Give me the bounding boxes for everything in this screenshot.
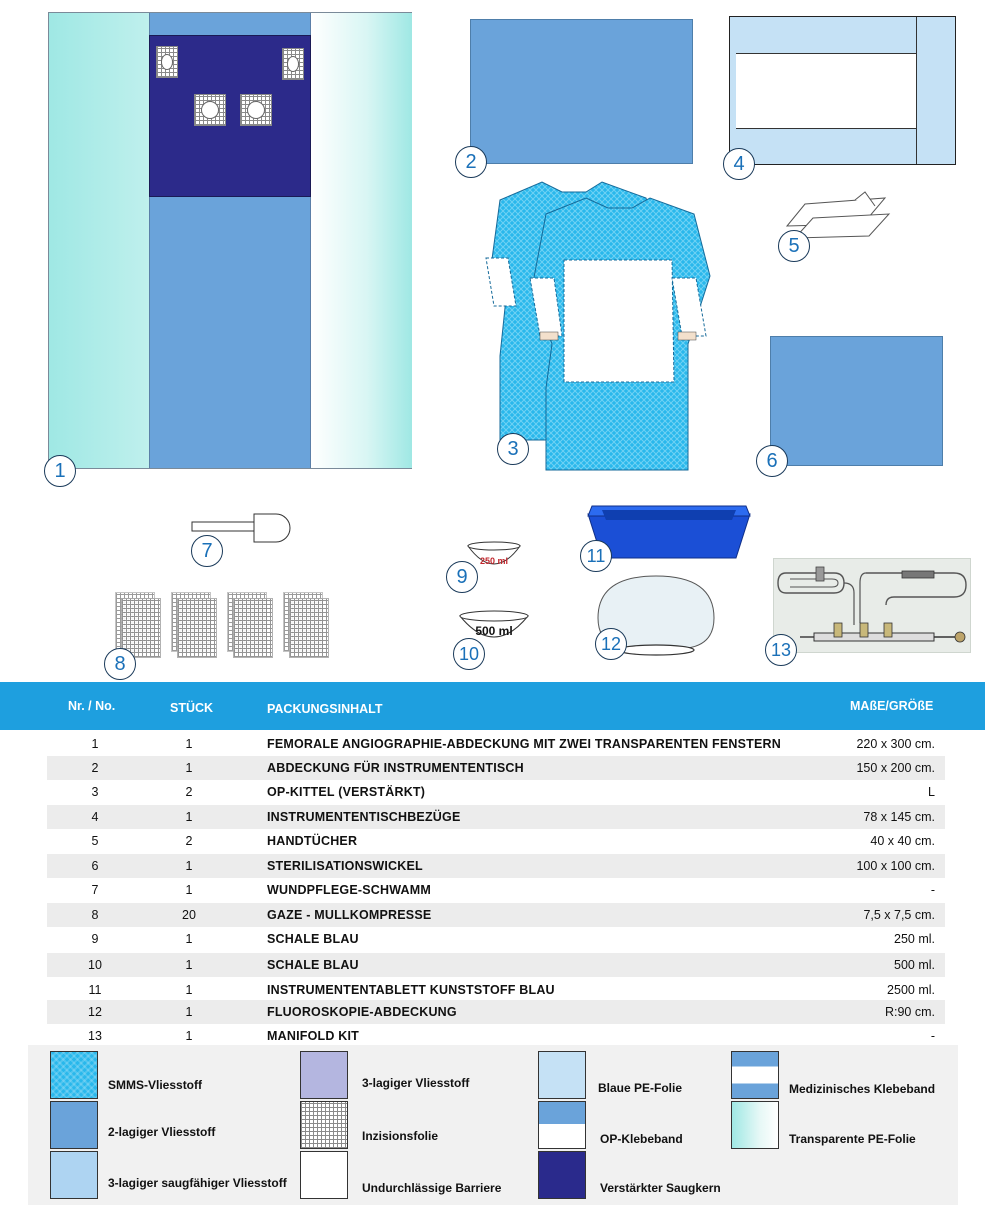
blue-pe-swatch (538, 1051, 586, 1099)
callout-1: 1 (44, 455, 76, 487)
callout-8: 8 (104, 648, 136, 680)
item-13-manifold-kit (773, 558, 971, 653)
callout-3: 3 (497, 433, 529, 465)
cover-divider (916, 17, 917, 164)
legend-label: Inzisionsfolie (362, 1129, 439, 1143)
manifold-drawing (774, 559, 972, 654)
legend-label: Transparente PE-Folie (789, 1132, 916, 1146)
item-6-sterilization-wrap (770, 336, 943, 466)
table-row: 10 1 SCHALE BLAU 500 ml. (47, 953, 945, 977)
barrier-swatch (300, 1151, 348, 1199)
bowl-500-label: 500 ml (475, 624, 513, 638)
item-1-angiography-drape (48, 12, 412, 469)
table-row: 13 1 MANIFOLD KIT - (88, 1029, 935, 1043)
table-row: 12 1 FLUOROSKOPIE-ABDECKUNG R:90 cm. (47, 1000, 945, 1024)
transparent-pe-swatch (731, 1101, 779, 1149)
legend-label: 2-lagiger Vliesstoff (108, 1125, 216, 1139)
cover-white-area (736, 53, 916, 129)
medical-tape-swatch (731, 1051, 779, 1099)
window-left-top (156, 46, 178, 78)
callout-9: 9 (446, 561, 478, 593)
item-4-instrument-table-cover (729, 16, 956, 165)
drape-reinforced-zone (149, 35, 311, 197)
callout-12: 12 (595, 628, 627, 660)
table-row: 1 1 FEMORALE ANGIOGRAPHIE-ABDECKUNG MIT ZWEI TRANSPARENTEN FENSTERN 220 x 300 cm. (91, 737, 935, 751)
table-row: 3 2 OP-KITTEL (VERSTÄRKT) L (91, 785, 935, 799)
legend-label: 3-lagiger Vliesstoff (362, 1076, 470, 1090)
legend-label: OP-Klebeband (600, 1132, 683, 1146)
table-row: 8 20 GAZE - MULLKOMPRESSE 7,5 x 7,5 cm. (47, 903, 945, 927)
window-right-top (282, 48, 304, 80)
material-legend (28, 1045, 958, 1205)
table-row: 2 1 ABDECKUNG FÜR INSTRUMENTENTISCH 150 x 200 cm. (47, 756, 945, 780)
absorbent-swatch (50, 1151, 98, 1199)
window-left-bottom (194, 94, 226, 126)
header-stueck: STÜCK (170, 701, 214, 715)
callout-4: 4 (723, 148, 755, 180)
op-tape-swatch (538, 1101, 586, 1149)
table-row: 5 2 HANDTÜCHER 40 x 40 cm. (91, 834, 935, 848)
gown-front (530, 198, 710, 470)
item-3-op-gowns (482, 178, 718, 476)
bowl-250-label: 250 ml (479, 556, 509, 566)
header-inhalt: PACKUNGSINHALT (267, 702, 383, 716)
callout-2: 2 (455, 146, 487, 178)
table-row: 7 1 WUNDPFLEGE-SCHWAMM - (91, 883, 935, 897)
item-2-table-cover (470, 19, 693, 164)
callout-6: 6 (756, 445, 788, 477)
legend-label: Medizinisches Klebeband (789, 1082, 936, 1096)
header-nr: Nr. / No. (68, 699, 116, 713)
table-row: 4 1 INSTRUMENTENTISCHBEZÜGE 78 x 145 cm. (47, 805, 945, 829)
window-right-bottom (240, 94, 272, 126)
table-header (0, 682, 985, 730)
table-row: 6 1 STERILISATIONSWICKEL 100 x 100 cm. (47, 854, 945, 878)
legend-label: Blaue PE-Folie (598, 1081, 683, 1095)
callout-13: 13 (765, 634, 797, 666)
callout-11: 11 (580, 540, 612, 572)
legend-label: Verstärkter Saugkern (600, 1181, 721, 1195)
legend-label: Undurchlässige Barriere (362, 1181, 502, 1195)
table-row: 11 1 INSTRUMENTENTABLETT KUNSTSTOFF BLAU 2500 ml. (88, 983, 935, 997)
three-layer-swatch (300, 1051, 348, 1099)
callout-5: 5 (778, 230, 810, 262)
legend-label: SMMS-Vliesstoff (108, 1078, 203, 1092)
smms-swatch (50, 1051, 98, 1099)
callout-7: 7 (191, 535, 223, 567)
incision-foil-swatch (300, 1101, 348, 1149)
legend-label: 3-lagiger saugfähiger Vliesstoff (108, 1176, 287, 1190)
item-8-gauze-stacks (115, 592, 333, 660)
callout-10: 10 (453, 638, 485, 670)
drape-right-panel (311, 13, 412, 468)
header-masse: MAßE/GRÖßE (850, 699, 934, 713)
reinforced-core-swatch (538, 1151, 586, 1199)
two-layer-swatch (50, 1101, 98, 1149)
table-row: 9 1 SCHALE BLAU 250 ml. (91, 932, 935, 946)
